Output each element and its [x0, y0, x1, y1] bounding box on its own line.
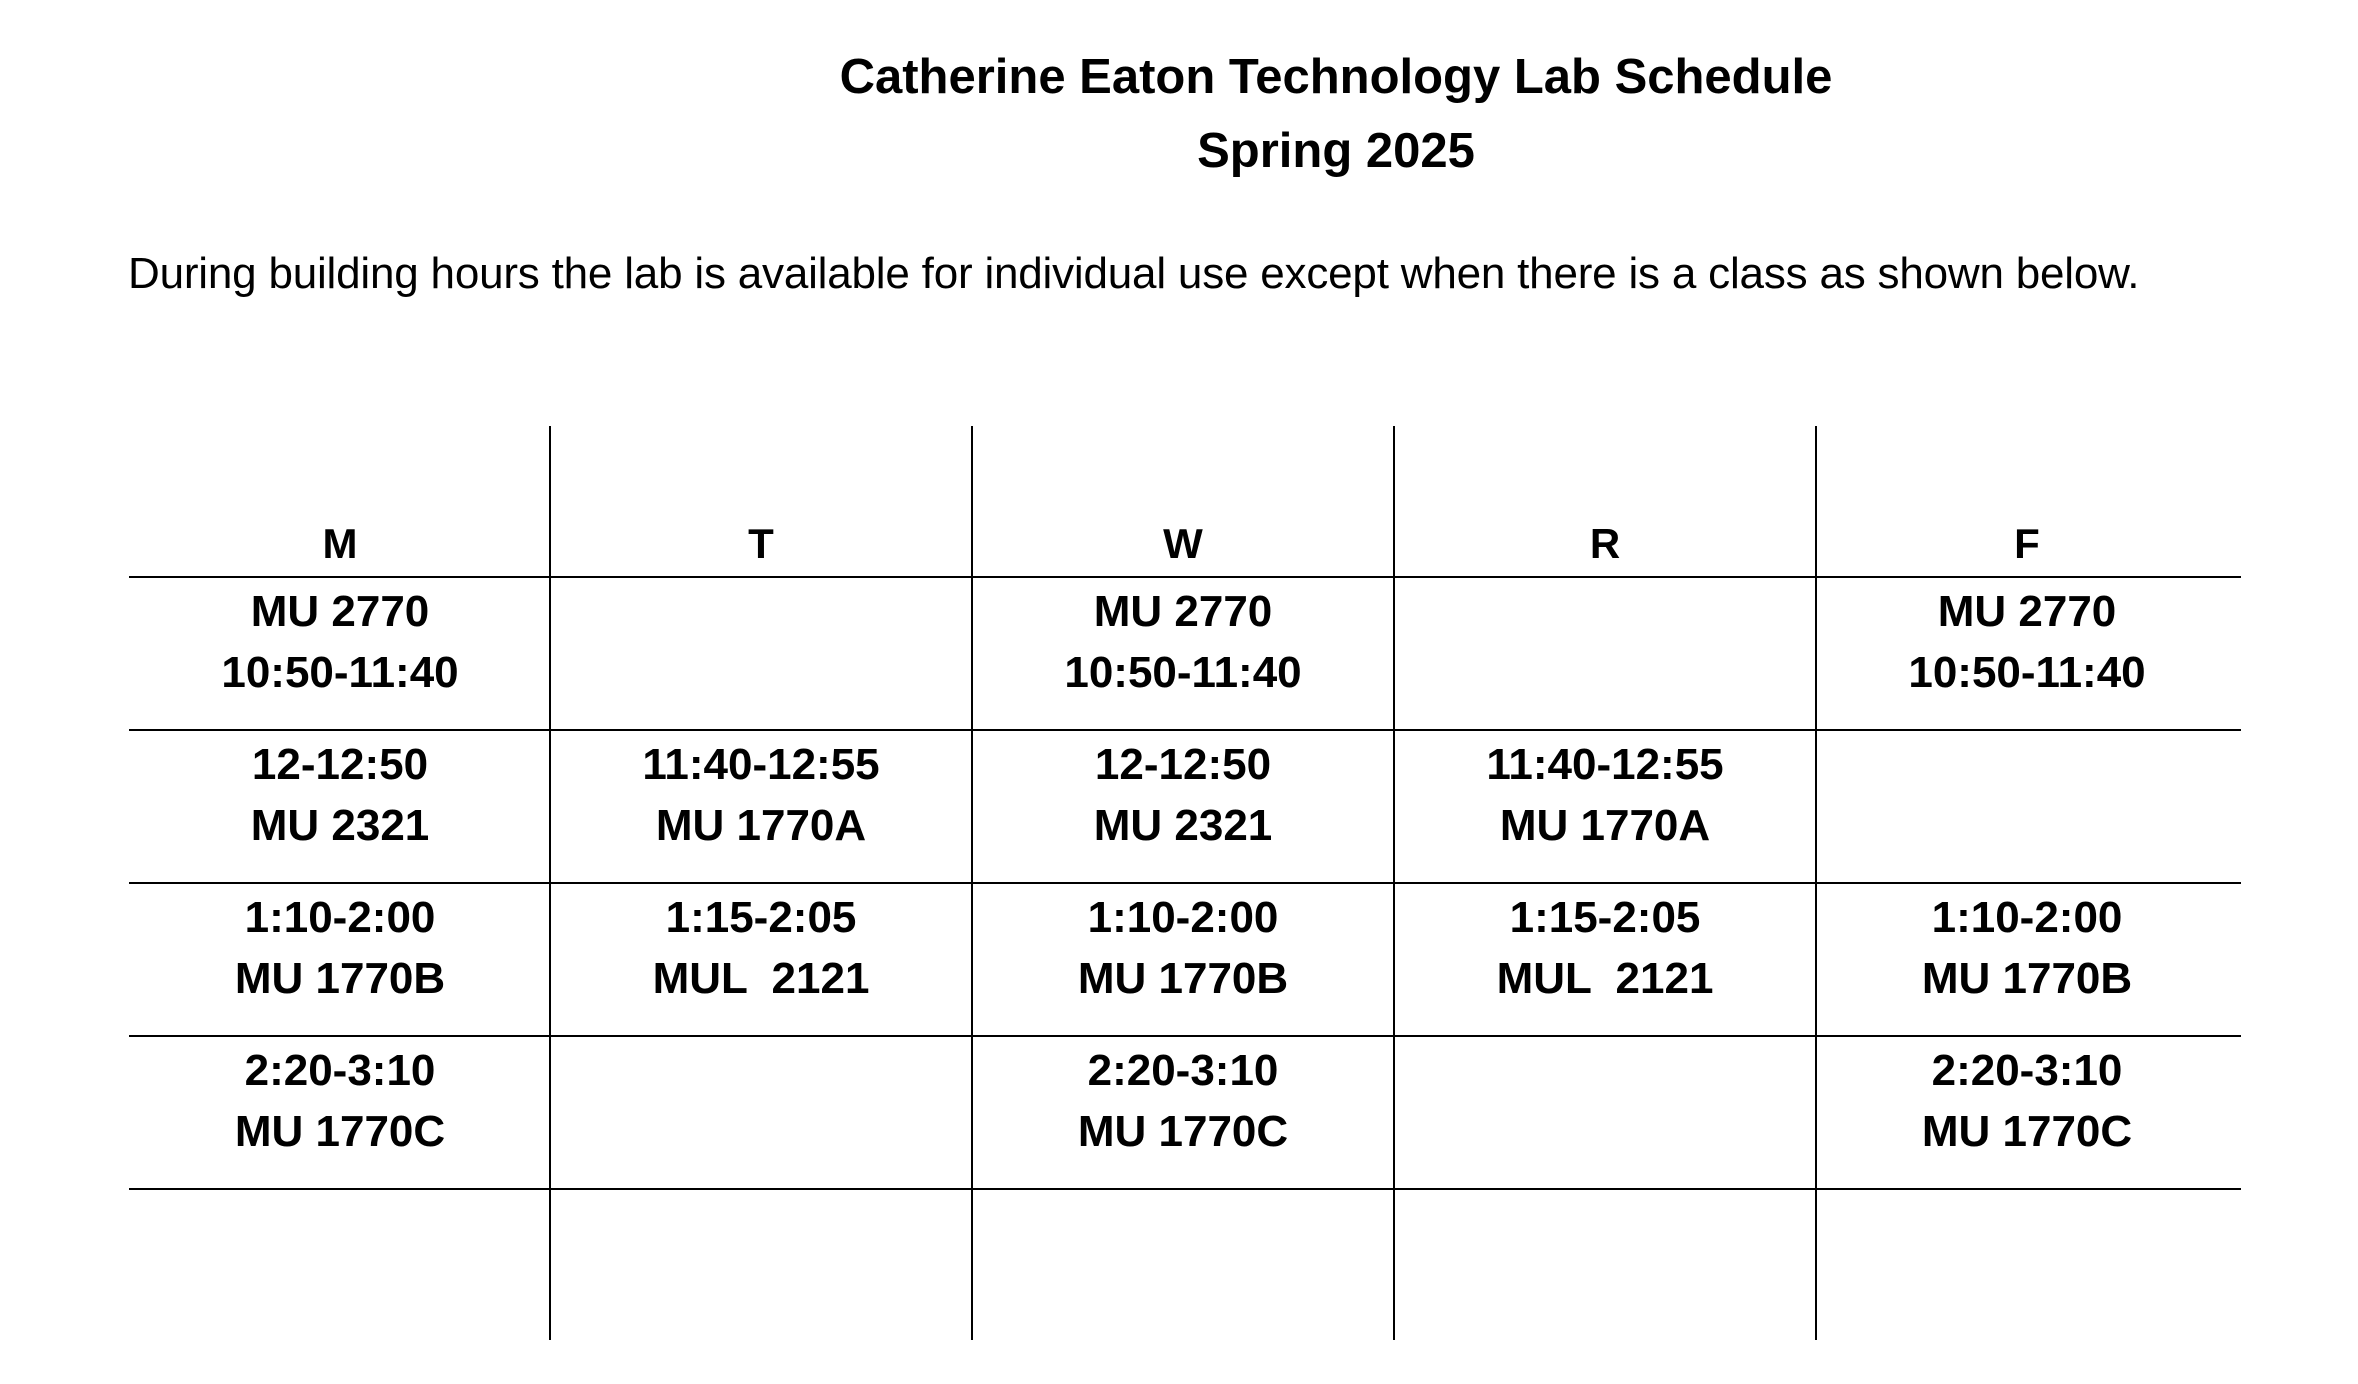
cell-line-2: MU 1770B — [1921, 954, 2133, 1003]
cell-line-1: 1:10-2:00 — [1931, 893, 2123, 942]
cell-line-2: MUL 2121 — [1496, 954, 1714, 1003]
day-header-t: T — [748, 520, 774, 567]
schedule-cell-w-row4 — [972, 1040, 1394, 1162]
cell-line-2: MU 1770A — [655, 801, 867, 850]
row-divider — [129, 1188, 2241, 1190]
schedule-cell-m-row1 — [129, 581, 551, 703]
schedule-cell-f-row1 — [1816, 581, 2238, 703]
day-header-r: R — [1589, 520, 1621, 567]
cell-line-2: 10:50-11:40 — [221, 648, 459, 697]
row-divider — [129, 576, 2241, 578]
row-divider — [129, 729, 2241, 731]
cell-line-2: MU 2321 — [1093, 801, 1273, 850]
cell-line-2: MU 2321 — [250, 801, 430, 850]
cell-line-1: 12-12:50 — [251, 740, 429, 789]
schedule-cell-r-row2 — [1394, 734, 1816, 856]
schedule-cell-f-row3 — [1816, 887, 2238, 1009]
cell-line-2: 10:50-11:40 — [1064, 648, 1302, 697]
intro-text: During building hours the lab is available for individual use except when there is a class as shown below. — [128, 249, 2140, 298]
cell-line-1: 2:20-3:10 — [1087, 1046, 1279, 1095]
schedule-cell-w-row3 — [972, 887, 1394, 1009]
cell-line-1: 12-12:50 — [1094, 740, 1272, 789]
row-divider — [129, 1035, 2241, 1037]
cell-line-2: MU 1770C — [1921, 1107, 2133, 1156]
schedule-cell-r-row3 — [1394, 887, 1816, 1009]
cell-line-1: 2:20-3:10 — [244, 1046, 436, 1095]
schedule-cell-m-row3 — [129, 887, 551, 1009]
cell-line-1: 1:15-2:05 — [665, 893, 857, 942]
cell-line-1: 2:20-3:10 — [1931, 1046, 2123, 1095]
schedule-cell-w-row2 — [972, 734, 1394, 856]
document-header — [0, 40, 2358, 188]
schedule-table — [129, 426, 2241, 1340]
cell-line-1: MU 2770 — [250, 587, 430, 636]
day-header-w: W — [1163, 520, 1203, 567]
cell-line-1: 1:15-2:05 — [1509, 893, 1701, 942]
cell-line-1: 11:40-12:55 — [1486, 740, 1724, 789]
schedule-cell-f-row4 — [1816, 1040, 2238, 1162]
page-subtitle: Spring 2025 — [1197, 124, 1475, 178]
cell-line-2: MU 1770C — [234, 1107, 446, 1156]
cell-line-1: 1:10-2:00 — [1087, 893, 1279, 942]
cell-line-2: MU 1770B — [1077, 954, 1289, 1003]
cell-line-2: 10:50-11:40 — [1908, 648, 2146, 697]
schedule-cell-m-row4 — [129, 1040, 551, 1162]
schedule-cell-w-row1 — [972, 581, 1394, 703]
schedule-cell-t-row3 — [550, 887, 972, 1009]
day-header-m: M — [322, 520, 358, 567]
cell-line-1: MU 2770 — [1093, 587, 1273, 636]
cell-line-1: 11:40-12:55 — [642, 740, 880, 789]
cell-line-1: 1:10-2:00 — [244, 893, 436, 942]
cell-line-2: MU 1770C — [1077, 1107, 1289, 1156]
schedule-cell-t-row2 — [550, 734, 972, 856]
schedule-cell-m-row2 — [129, 734, 551, 856]
cell-line-2: MU 1770B — [234, 954, 446, 1003]
page-title: Catherine Eaton Technology Lab Schedule — [839, 50, 1833, 104]
row-divider — [129, 882, 2241, 884]
cell-line-1: MU 2770 — [1937, 587, 2117, 636]
day-header-f: F — [2014, 520, 2040, 567]
cell-line-2: MU 1770A — [1499, 801, 1711, 850]
cell-line-2: MUL 2121 — [652, 954, 870, 1003]
